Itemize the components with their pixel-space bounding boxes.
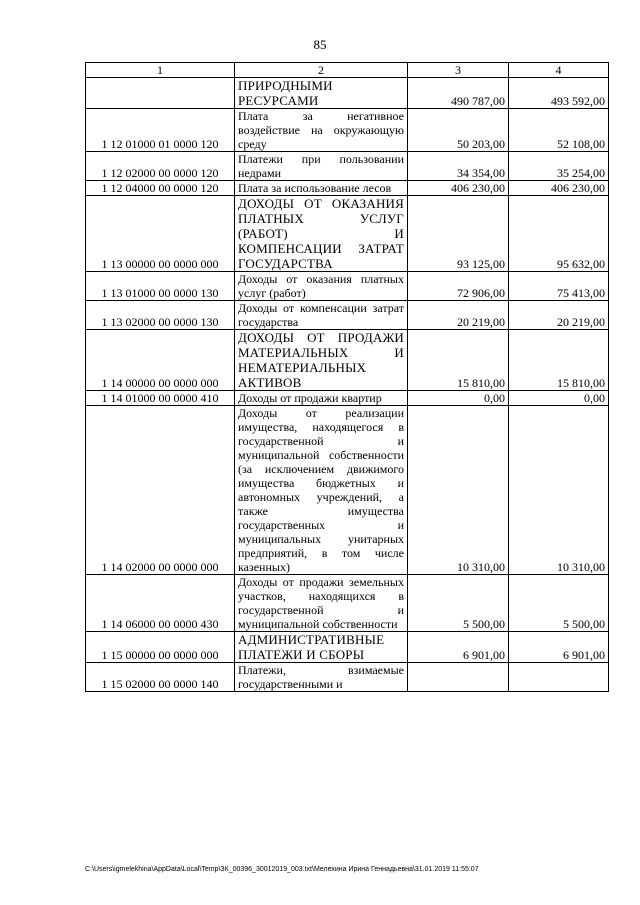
income-name-cell: Доходы от продажи квартир: [235, 391, 408, 406]
amount-year2-cell: 10 310,00: [509, 406, 609, 575]
amount-year2-cell: 20 219,00: [509, 301, 609, 330]
budget-code-cell: 1 13 00000 00 0000 000: [86, 196, 235, 272]
amount-year1-cell: 6 901,00: [408, 632, 509, 663]
amount-year1-cell: 34 354,00: [408, 152, 509, 181]
table-row: [86, 391, 609, 406]
budget-table: [85, 62, 609, 692]
amount-year2-cell: 406 230,00: [509, 181, 609, 196]
budget-code-cell: 1 15 00000 00 0000 000: [86, 632, 235, 663]
income-name-cell: ДОХОДЫ ОТ ОКАЗАНИЯ ПЛАТНЫХ УСЛУГ (РАБОТ) И КОМПЕНСАЦИИ ЗАТРАТ ГОСУДАРСТВА: [235, 196, 408, 272]
amount-year2-cell: [509, 663, 609, 692]
table-row: [86, 663, 609, 692]
income-name-cell: Доходы от оказания платных услуг (работ): [235, 272, 408, 301]
amount-year1-cell: 50 203,00: [408, 109, 509, 152]
file-path-footer: C:\Users\igmelekhina\AppData\Local\Temp\ЗК_00396_30012019_003.txt\Мелехина Ирина Геннадьевна\31.01.2019 11:55:07: [85, 866, 479, 873]
amount-year2-cell: 6 901,00: [509, 632, 609, 663]
table-row: [86, 109, 609, 152]
column-number-4: 4: [509, 63, 609, 78]
amount-year1-cell: 72 906,00: [408, 272, 509, 301]
budget-code-cell: 1 14 02000 00 0000 000: [86, 406, 235, 575]
amount-year2-cell: 95 632,00: [509, 196, 609, 272]
income-name-cell: ДОХОДЫ ОТ ПРОДАЖИ МАТЕРИАЛЬНЫХ И НЕМАТЕРИАЛЬНЫХ АКТИВОВ: [235, 330, 408, 391]
amount-year2-cell: 5 500,00: [509, 575, 609, 632]
amount-year1-cell: 5 500,00: [408, 575, 509, 632]
amount-year1-cell: 20 219,00: [408, 301, 509, 330]
amount-year2-cell: 75 413,00: [509, 272, 609, 301]
income-name-cell: Плата за негативное воздействие на окружающую среду: [235, 109, 408, 152]
budget-code-cell: 1 15 02000 00 0000 140: [86, 663, 235, 692]
amount-year2-cell: 493 592,00: [509, 78, 609, 109]
income-name-cell: Плата за использование лесов: [235, 181, 408, 196]
budget-code-cell: 1 12 01000 01 0000 120: [86, 109, 235, 152]
table-row: [86, 152, 609, 181]
budget-code-cell: 1 12 02000 00 0000 120: [86, 152, 235, 181]
amount-year1-cell: 406 230,00: [408, 181, 509, 196]
income-name-cell: Доходы от реализации имущества, находящегося в государственной и муниципальной собственности (за исключением движимого имущества бюджетных и автономных учреждений, а также имущества государственных и муниципальных унитарных предприятий, в том числе казенных): [235, 406, 408, 575]
table-row: [86, 301, 609, 330]
table-row: [86, 330, 609, 391]
income-name-cell: Доходы от продажи земельных участков, находящихся в государственной и муниципальной собственности: [235, 575, 408, 632]
amount-year2-cell: 0,00: [509, 391, 609, 406]
budget-code-cell: 1 13 01000 00 0000 130: [86, 272, 235, 301]
amount-year2-cell: 52 108,00: [509, 109, 609, 152]
amount-year1-cell: 93 125,00: [408, 196, 509, 272]
amount-year2-cell: 15 810,00: [509, 330, 609, 391]
column-number-1: 1: [86, 63, 235, 78]
amount-year1-cell: [408, 663, 509, 692]
column-number-row: [86, 63, 609, 78]
amount-year2-cell: 35 254,00: [509, 152, 609, 181]
table-row: [86, 196, 609, 272]
budget-code-cell: 1 12 04000 00 0000 120: [86, 181, 235, 196]
amount-year1-cell: 15 810,00: [408, 330, 509, 391]
income-name-cell: АДМИНИСТРАТИВНЫЕ ПЛАТЕЖИ И СБОРЫ: [235, 632, 408, 663]
income-name-cell: Платежи, взимаемые государственными и: [235, 663, 408, 692]
income-name-cell: Платежи при пользовании недрами: [235, 152, 408, 181]
amount-year1-cell: 10 310,00: [408, 406, 509, 575]
budget-code-cell: 1 13 02000 00 0000 130: [86, 301, 235, 330]
budget-code-cell: 1 14 06000 00 0000 430: [86, 575, 235, 632]
budget-code-cell: [86, 78, 235, 109]
column-number-2: 2: [235, 63, 408, 78]
table-row: [86, 632, 609, 663]
income-name-cell: Доходы от компенсации затрат государства: [235, 301, 408, 330]
budget-code-cell: 1 14 00000 00 0000 000: [86, 330, 235, 391]
amount-year1-cell: 490 787,00: [408, 78, 509, 109]
page-number: 85: [313, 37, 327, 52]
table-row: [86, 272, 609, 301]
table-row: [86, 181, 609, 196]
income-name-cell: ПРИРОДНЫМИ РЕСУРСАМИ: [235, 78, 408, 109]
amount-year1-cell: 0,00: [408, 391, 509, 406]
table-row: [86, 575, 609, 632]
table-row: [86, 78, 609, 109]
table-row: [86, 406, 609, 575]
column-number-3: 3: [408, 63, 509, 78]
budget-code-cell: 1 14 01000 00 0000 410: [86, 391, 235, 406]
